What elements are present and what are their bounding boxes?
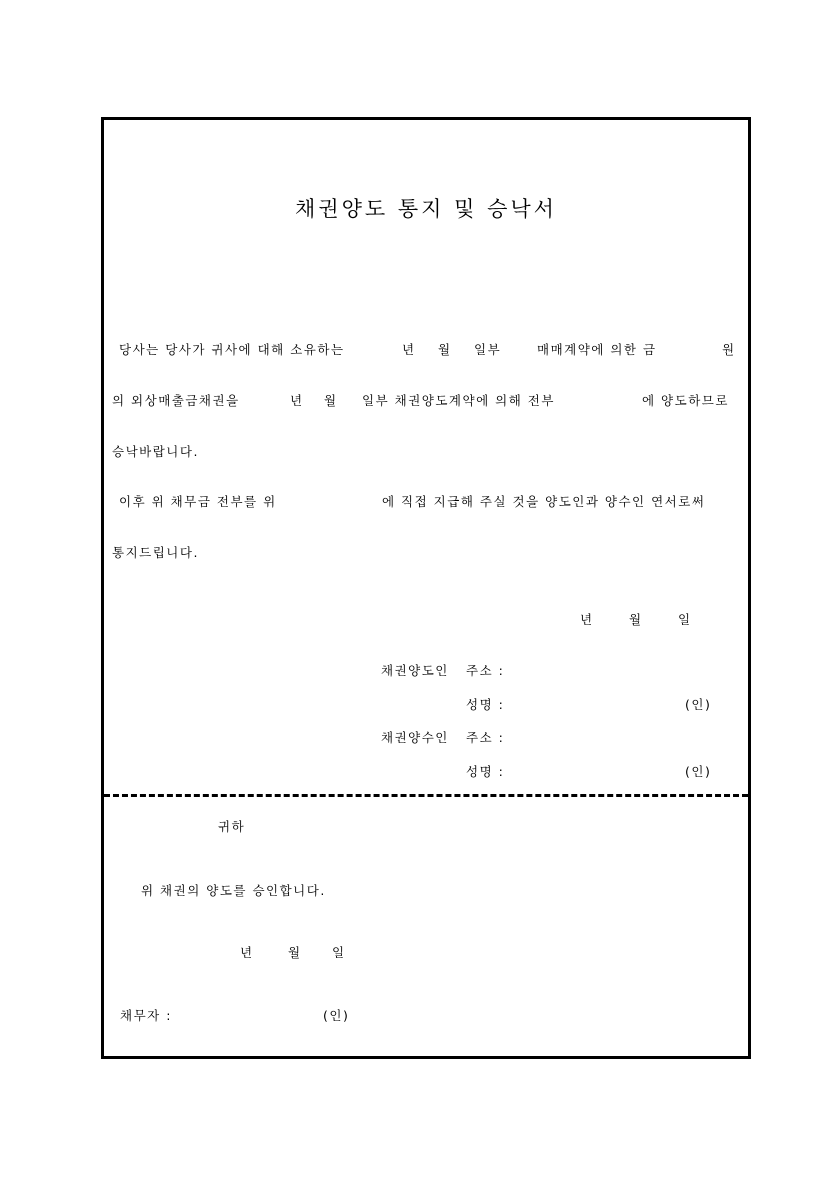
assignee-seal: (인) bbox=[685, 764, 712, 779]
notice-line1-contract: 매매계약에 의한 금 bbox=[537, 342, 657, 357]
assignor-role: 채권양도인 bbox=[381, 663, 449, 678]
notice-line1-text: 당사는 당사가 귀사에 대해 소유하는 bbox=[119, 342, 345, 357]
assignee-name-label: 성명 : bbox=[466, 764, 505, 779]
notice-line1-month: 월 bbox=[438, 342, 452, 357]
notice-line4-payment: 에 직접 지급해 주실 것을 양도인과 양수인 연서로써 bbox=[382, 494, 706, 509]
notice-line2-month: 월 bbox=[324, 393, 338, 408]
section-divider bbox=[104, 794, 748, 797]
notice-line2-day: 일부 채권양도계약에 의해 전부 bbox=[362, 393, 555, 408]
consent-recipient: 귀하 bbox=[218, 819, 246, 834]
notice-line2-transfer: 에 양도하므로 bbox=[642, 393, 729, 408]
notice-line5: 통지드립니다. bbox=[112, 545, 199, 560]
notice-line4-text: 이후 위 채무금 전부를 위 bbox=[119, 494, 277, 509]
consent-statement: 위 채권의 양도를 승인합니다. bbox=[141, 883, 326, 898]
document-title: 채권양도 통지 및 승낙서 bbox=[295, 197, 557, 221]
date-month: 월 bbox=[629, 612, 643, 627]
notice-line1-day: 일부 bbox=[474, 342, 502, 357]
document-frame bbox=[101, 117, 751, 1059]
assignee-role: 채권양수인 bbox=[381, 730, 449, 745]
debtor-seal: (인) bbox=[323, 1008, 350, 1023]
date-day: 일 bbox=[678, 612, 692, 627]
assignor-name-label: 성명 : bbox=[466, 697, 505, 712]
notice-line2-year: 년 bbox=[290, 393, 304, 408]
date-year: 년 bbox=[580, 612, 594, 627]
assignor-seal: (인) bbox=[685, 697, 712, 712]
notice-line2-text: 의 외상매출금채권을 bbox=[112, 393, 240, 408]
assignee-address-label: 주소 : bbox=[466, 730, 505, 745]
debtor-label: 채무자 : bbox=[120, 1008, 172, 1023]
consent-date-day: 일 bbox=[332, 945, 346, 960]
consent-date-year: 년 bbox=[240, 945, 254, 960]
notice-line1-won: 원 bbox=[722, 342, 736, 357]
assignor-address-label: 주소 : bbox=[466, 663, 505, 678]
notice-line1-year: 년 bbox=[402, 342, 416, 357]
consent-date-month: 월 bbox=[288, 945, 302, 960]
notice-line3: 승낙바랍니다. bbox=[112, 444, 199, 459]
